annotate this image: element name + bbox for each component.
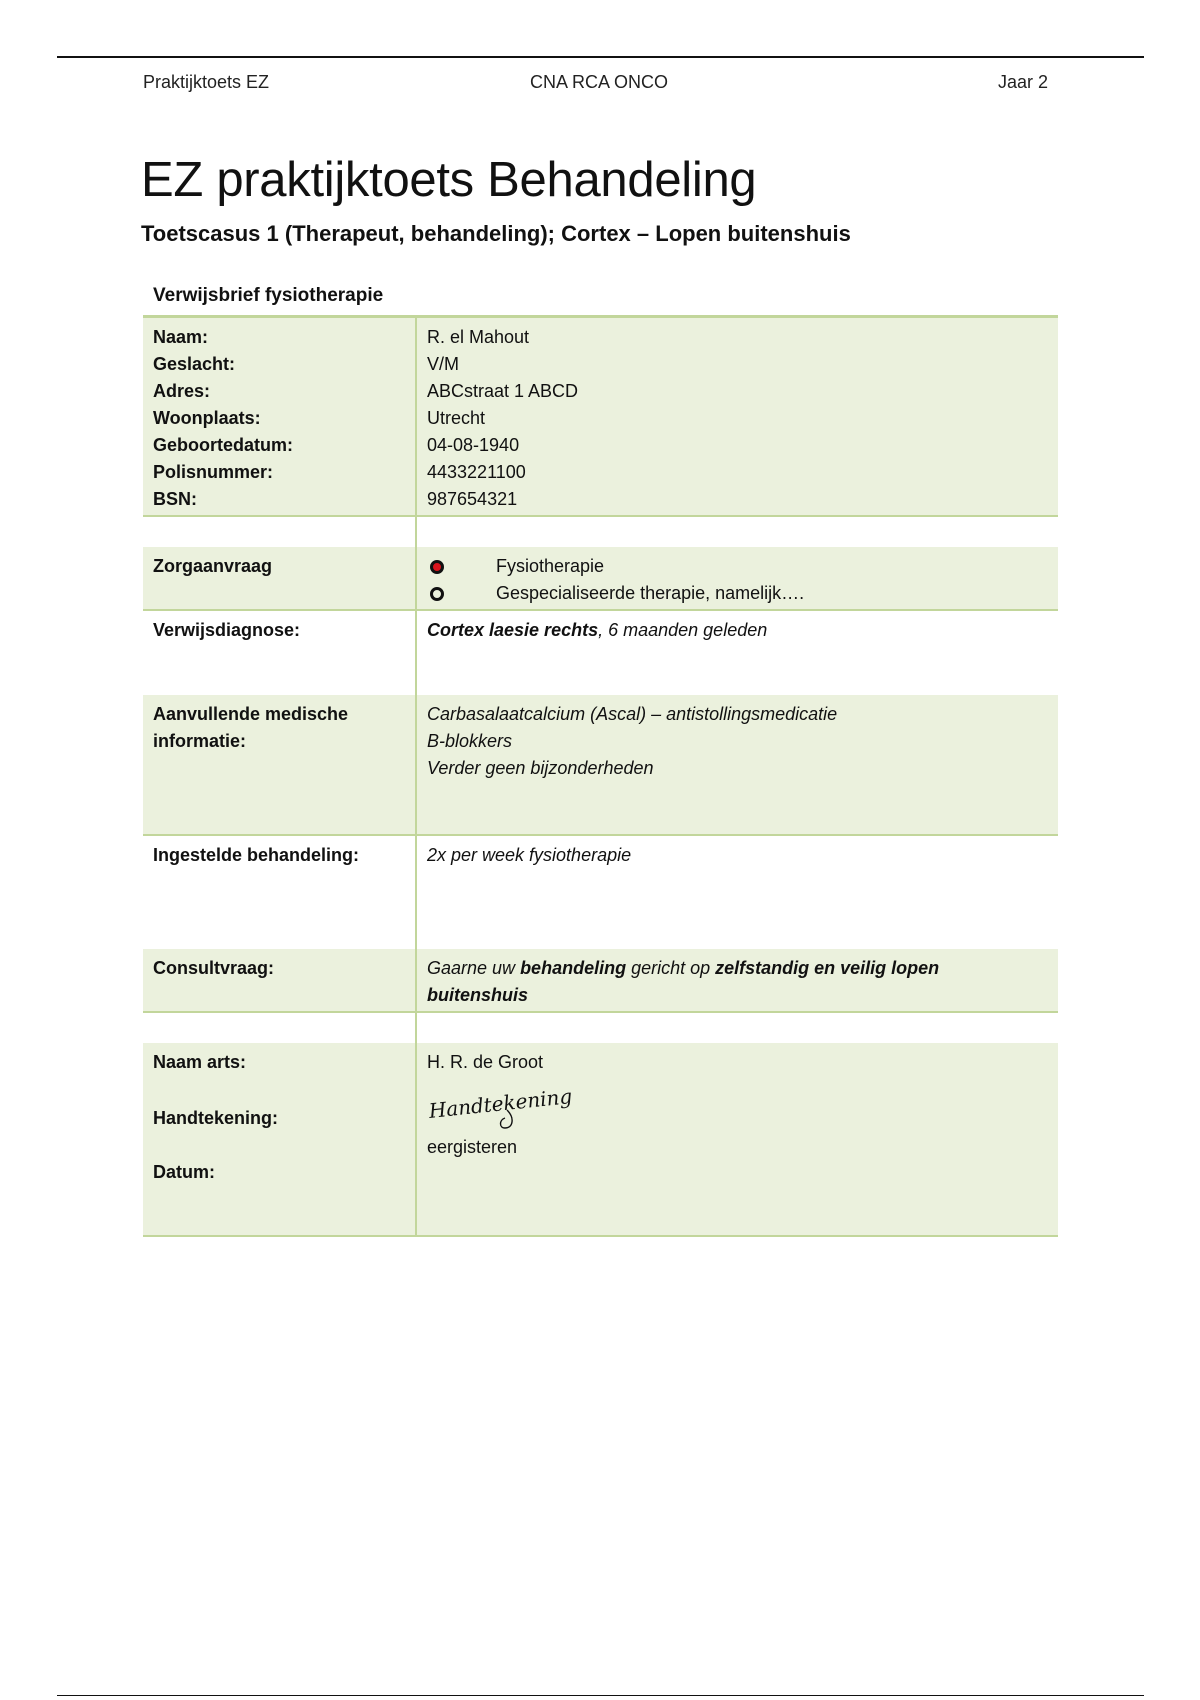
consultvraag-row — [143, 949, 1058, 1013]
medication-line: Verder geen bijzonderheden — [427, 758, 654, 778]
consultvraag-value: Gaarne uw behandeling gericht op zelfstandig en veilig lopen buitenshuis — [415, 949, 1058, 1011]
value-woonplaats: Utrecht — [427, 408, 486, 428]
label-polisnummer: Polisnummer: — [153, 462, 274, 482]
value-naam-arts: H. R. de Groot — [427, 1052, 544, 1072]
label-datum: Datum: — [153, 1162, 215, 1182]
footer-rule — [57, 1695, 1144, 1696]
label-naam-arts: Naam arts: — [153, 1052, 247, 1072]
arts-labels — [143, 1043, 415, 1235]
patient-values — [415, 318, 1058, 515]
label-handtekening: Handtekening: — [153, 1108, 279, 1128]
value-adres: ABCstraat 1 ABCD — [427, 381, 579, 401]
zorgaanvraag-options — [415, 547, 1058, 609]
header-rule — [57, 56, 1144, 58]
radio-empty-icon[interactable] — [430, 587, 444, 601]
value-naam: R. el Mahout — [427, 327, 530, 347]
option-label: Fysiotherapie — [496, 556, 605, 576]
aanvullend-values — [415, 695, 1058, 834]
verwijsdiagnose-row — [143, 611, 1058, 695]
behandeling-value: 2x per week fysiotherapie — [415, 836, 1058, 949]
arts-row — [143, 1043, 1058, 1237]
zorgaanvraag-row — [143, 547, 1058, 611]
header-center: CNA RCA ONCO — [530, 72, 669, 92]
label-bsn: BSN: — [153, 489, 197, 509]
option-label: Gespecialiseerde therapie, namelijk…. — [496, 583, 805, 603]
behandeling-row — [143, 836, 1058, 949]
label-adres: Adres: — [153, 381, 211, 401]
aanvullend-label: Aanvullende medische informatie: — [153, 704, 349, 751]
header-left: Praktijktoets EZ — [143, 72, 270, 92]
verwijsdiagnose-value — [415, 611, 1058, 695]
spacer-row — [143, 1013, 1058, 1043]
aanvullend-row — [143, 695, 1058, 836]
svg-text:Handtekening: Handtekening — [427, 1084, 574, 1123]
option-gespecialiseerde-therapie[interactable] — [427, 580, 1058, 607]
label-woonplaats: Woonplaats: — [153, 408, 261, 428]
zorgaanvraag-label: Zorgaanvraag — [153, 556, 273, 576]
header-right: Jaar 2 — [997, 72, 1048, 92]
diagnosis-bold: Cortex laesie rechts — [427, 620, 599, 640]
diagnosis-rest: , 6 maanden geleden — [598, 620, 768, 640]
verwijsdiagnose-label: Verwijsdiagnose: — [153, 620, 301, 640]
page-title: EZ praktijktoets Behandeling — [141, 153, 757, 207]
patient-row — [143, 315, 1058, 517]
medication-line: B-blokkers — [427, 731, 513, 751]
consultvraag-label: Consultvraag: — [153, 958, 275, 978]
option-fysiotherapie[interactable] — [427, 553, 1058, 580]
arts-values — [415, 1043, 1058, 1235]
value-polisnummer: 4433221100 — [427, 462, 526, 482]
medication-line: Carbasalaatcalcium (Ascal) – antistollingsmedicatie — [427, 704, 838, 724]
label-geboortedatum: Geboortedatum: — [153, 435, 294, 455]
label-geslacht: Geslacht: — [153, 354, 236, 374]
form-title: Verwijsbrief fysiotherapie — [153, 285, 384, 306]
value-geboortedatum: 04-08-1940 — [427, 435, 520, 455]
patient-labels — [143, 318, 415, 515]
radio-selected-icon[interactable] — [430, 560, 444, 574]
value-datum: eergisteren — [427, 1137, 518, 1157]
signature-icon — [427, 1080, 574, 1132]
value-geslacht: V/M — [427, 354, 460, 374]
value-bsn: 987654321 — [427, 489, 518, 509]
behandeling-label: Ingestelde behandeling: — [153, 845, 360, 865]
page-subtitle: Toetscasus 1 (Therapeut, behandeling); Cortex – Lopen buitenshuis — [141, 221, 851, 246]
label-naam: Naam: — [153, 327, 209, 347]
spacer-row — [143, 517, 1058, 547]
